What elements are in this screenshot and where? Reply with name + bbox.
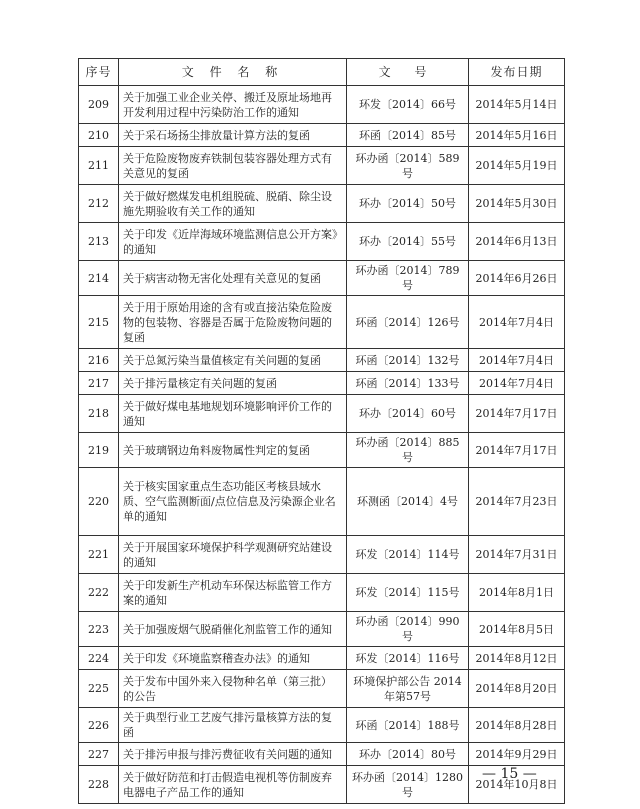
header-seq: 序号 xyxy=(79,59,119,86)
row-title: 关于排污申报与排污费征收有关问题的通知 xyxy=(119,743,347,766)
row-number: 环函〔2014〕85号 xyxy=(347,124,469,147)
row-title: 关于加强废烟气脱硝催化剂监管工作的通知 xyxy=(119,612,347,647)
row-date: 2014年7月17日 xyxy=(469,395,565,433)
table-row xyxy=(79,574,565,612)
row-seq: 214 xyxy=(79,261,119,296)
row-date: 2014年7月4日 xyxy=(469,349,565,372)
row-date: 2014年9月29日 xyxy=(469,743,565,766)
table-row xyxy=(79,86,565,124)
row-number: 环办〔2014〕80号 xyxy=(347,743,469,766)
row-date: 2014年5月30日 xyxy=(469,185,565,223)
row-title: 关于加强工业企业关停、搬迁及原址场地再开发利用过程中污染防治工作的通知 xyxy=(119,86,347,124)
row-number: 环函〔2014〕133号 xyxy=(347,372,469,395)
row-title: 关于排污量核定有关问题的复函 xyxy=(119,372,347,395)
table-header-row xyxy=(79,59,565,86)
row-seq: 227 xyxy=(79,743,119,766)
row-seq: 220 xyxy=(79,468,119,536)
row-seq: 216 xyxy=(79,349,119,372)
row-date: 2014年5月14日 xyxy=(469,86,565,124)
row-title: 关于做好防范和打击假造电视机等仿制废弃电器电子产品工作的通知 xyxy=(119,766,347,804)
row-date: 2014年6月13日 xyxy=(469,223,565,261)
document-table xyxy=(78,58,565,804)
row-title: 关于发布中国外来入侵物种名单（第三批）的公告 xyxy=(119,670,347,708)
row-number: 环办〔2014〕55号 xyxy=(347,223,469,261)
row-title: 关于印发《环境监察稽查办法》的通知 xyxy=(119,647,347,670)
row-title: 关于做好燃煤发电机组脱硫、脱硝、除尘设施先期验收有关工作的通知 xyxy=(119,185,347,223)
row-title: 关于总氮污染当量值核定有关问题的复函 xyxy=(119,349,347,372)
row-number: 环办函〔2014〕1280号 xyxy=(347,766,469,804)
table-row xyxy=(79,395,565,433)
row-seq: 212 xyxy=(79,185,119,223)
row-date: 2014年7月23日 xyxy=(469,468,565,536)
table-row xyxy=(79,185,565,223)
table-row xyxy=(79,536,565,574)
table-row xyxy=(79,647,565,670)
table-row xyxy=(79,147,565,185)
row-title: 关于印发新生产机动车环保达标监管工作方案的通知 xyxy=(119,574,347,612)
row-date: 2014年7月4日 xyxy=(469,296,565,349)
row-title: 关于危险废物废弃铁制包装容器处理方式有关意见的复函 xyxy=(119,147,347,185)
table-row xyxy=(79,296,565,349)
table-row xyxy=(79,743,565,766)
row-number: 环办〔2014〕50号 xyxy=(347,185,469,223)
row-title: 关于开展国家环境保护科学观测研究站建设的通知 xyxy=(119,536,347,574)
row-title: 关于用于原始用途的含有或直接沾染危险废物的包装物、容器是否属于危险废物问题的复函 xyxy=(119,296,347,349)
header-date: 发布日期 xyxy=(469,59,565,86)
row-seq: 211 xyxy=(79,147,119,185)
row-number: 环办函〔2014〕589号 xyxy=(347,147,469,185)
row-date: 2014年8月28日 xyxy=(469,708,565,743)
row-title: 关于玻璃钢边角料废物属性判定的复函 xyxy=(119,433,347,468)
row-seq: 210 xyxy=(79,124,119,147)
row-title: 关于典型行业工艺废气排污量核算方法的复函 xyxy=(119,708,347,743)
row-seq: 226 xyxy=(79,708,119,743)
row-title: 关于核实国家重点生态功能区考核县域水质、空气监测断面/点位信息及污染源企业名单的通知 xyxy=(119,468,347,536)
row-number: 环发〔2014〕116号 xyxy=(347,647,469,670)
row-number: 环办函〔2014〕990号 xyxy=(347,612,469,647)
row-date: 2014年8月1日 xyxy=(469,574,565,612)
table-row xyxy=(79,670,565,708)
row-number: 环办函〔2014〕885号 xyxy=(347,433,469,468)
row-date: 2014年8月12日 xyxy=(469,647,565,670)
row-seq: 215 xyxy=(79,296,119,349)
table-row xyxy=(79,124,565,147)
table-row xyxy=(79,349,565,372)
row-number: 环办〔2014〕60号 xyxy=(347,395,469,433)
row-seq: 228 xyxy=(79,766,119,804)
table-row xyxy=(79,223,565,261)
row-date: 2014年7月31日 xyxy=(469,536,565,574)
row-date: 2014年8月5日 xyxy=(469,612,565,647)
row-number: 环发〔2014〕66号 xyxy=(347,86,469,124)
row-title: 关于做好煤电基地规划环境影响评价工作的通知 xyxy=(119,395,347,433)
row-date: 2014年8月20日 xyxy=(469,670,565,708)
row-seq: 223 xyxy=(79,612,119,647)
page-number: — 15 — xyxy=(482,766,537,782)
row-seq: 209 xyxy=(79,86,119,124)
row-seq: 217 xyxy=(79,372,119,395)
row-number: 环境保护部公告 2014年第57号 xyxy=(347,670,469,708)
row-date: 2014年10月8日 xyxy=(469,766,565,804)
row-number: 环函〔2014〕188号 xyxy=(347,708,469,743)
row-seq: 222 xyxy=(79,574,119,612)
row-title: 关于病害动物无害化处理有关意见的复函 xyxy=(119,261,347,296)
row-date: 2014年7月17日 xyxy=(469,433,565,468)
header-number: 文 号 xyxy=(347,59,469,86)
table-row xyxy=(79,433,565,468)
row-seq: 213 xyxy=(79,223,119,261)
row-date: 2014年6月26日 xyxy=(469,261,565,296)
row-number: 环办函〔2014〕789号 xyxy=(347,261,469,296)
header-title: 文 件 名 称 xyxy=(119,59,347,86)
table-row xyxy=(79,468,565,536)
row-seq: 218 xyxy=(79,395,119,433)
row-seq: 224 xyxy=(79,647,119,670)
row-number: 环函〔2014〕126号 xyxy=(347,296,469,349)
row-seq: 219 xyxy=(79,433,119,468)
row-number: 环函〔2014〕132号 xyxy=(347,349,469,372)
row-number: 环测函〔2014〕4号 xyxy=(347,468,469,536)
table-row xyxy=(79,261,565,296)
row-date: 2014年7月4日 xyxy=(469,372,565,395)
row-seq: 221 xyxy=(79,536,119,574)
row-seq: 225 xyxy=(79,670,119,708)
row-number: 环发〔2014〕115号 xyxy=(347,574,469,612)
table-row xyxy=(79,612,565,647)
table-row xyxy=(79,708,565,743)
row-number: 环发〔2014〕114号 xyxy=(347,536,469,574)
row-title: 关于印发《近岸海域环境监测信息公开方案》的通知 xyxy=(119,223,347,261)
row-title: 关于采石场扬尘排放量计算方法的复函 xyxy=(119,124,347,147)
table-row xyxy=(79,372,565,395)
row-date: 2014年5月19日 xyxy=(469,147,565,185)
row-date: 2014年5月16日 xyxy=(469,124,565,147)
